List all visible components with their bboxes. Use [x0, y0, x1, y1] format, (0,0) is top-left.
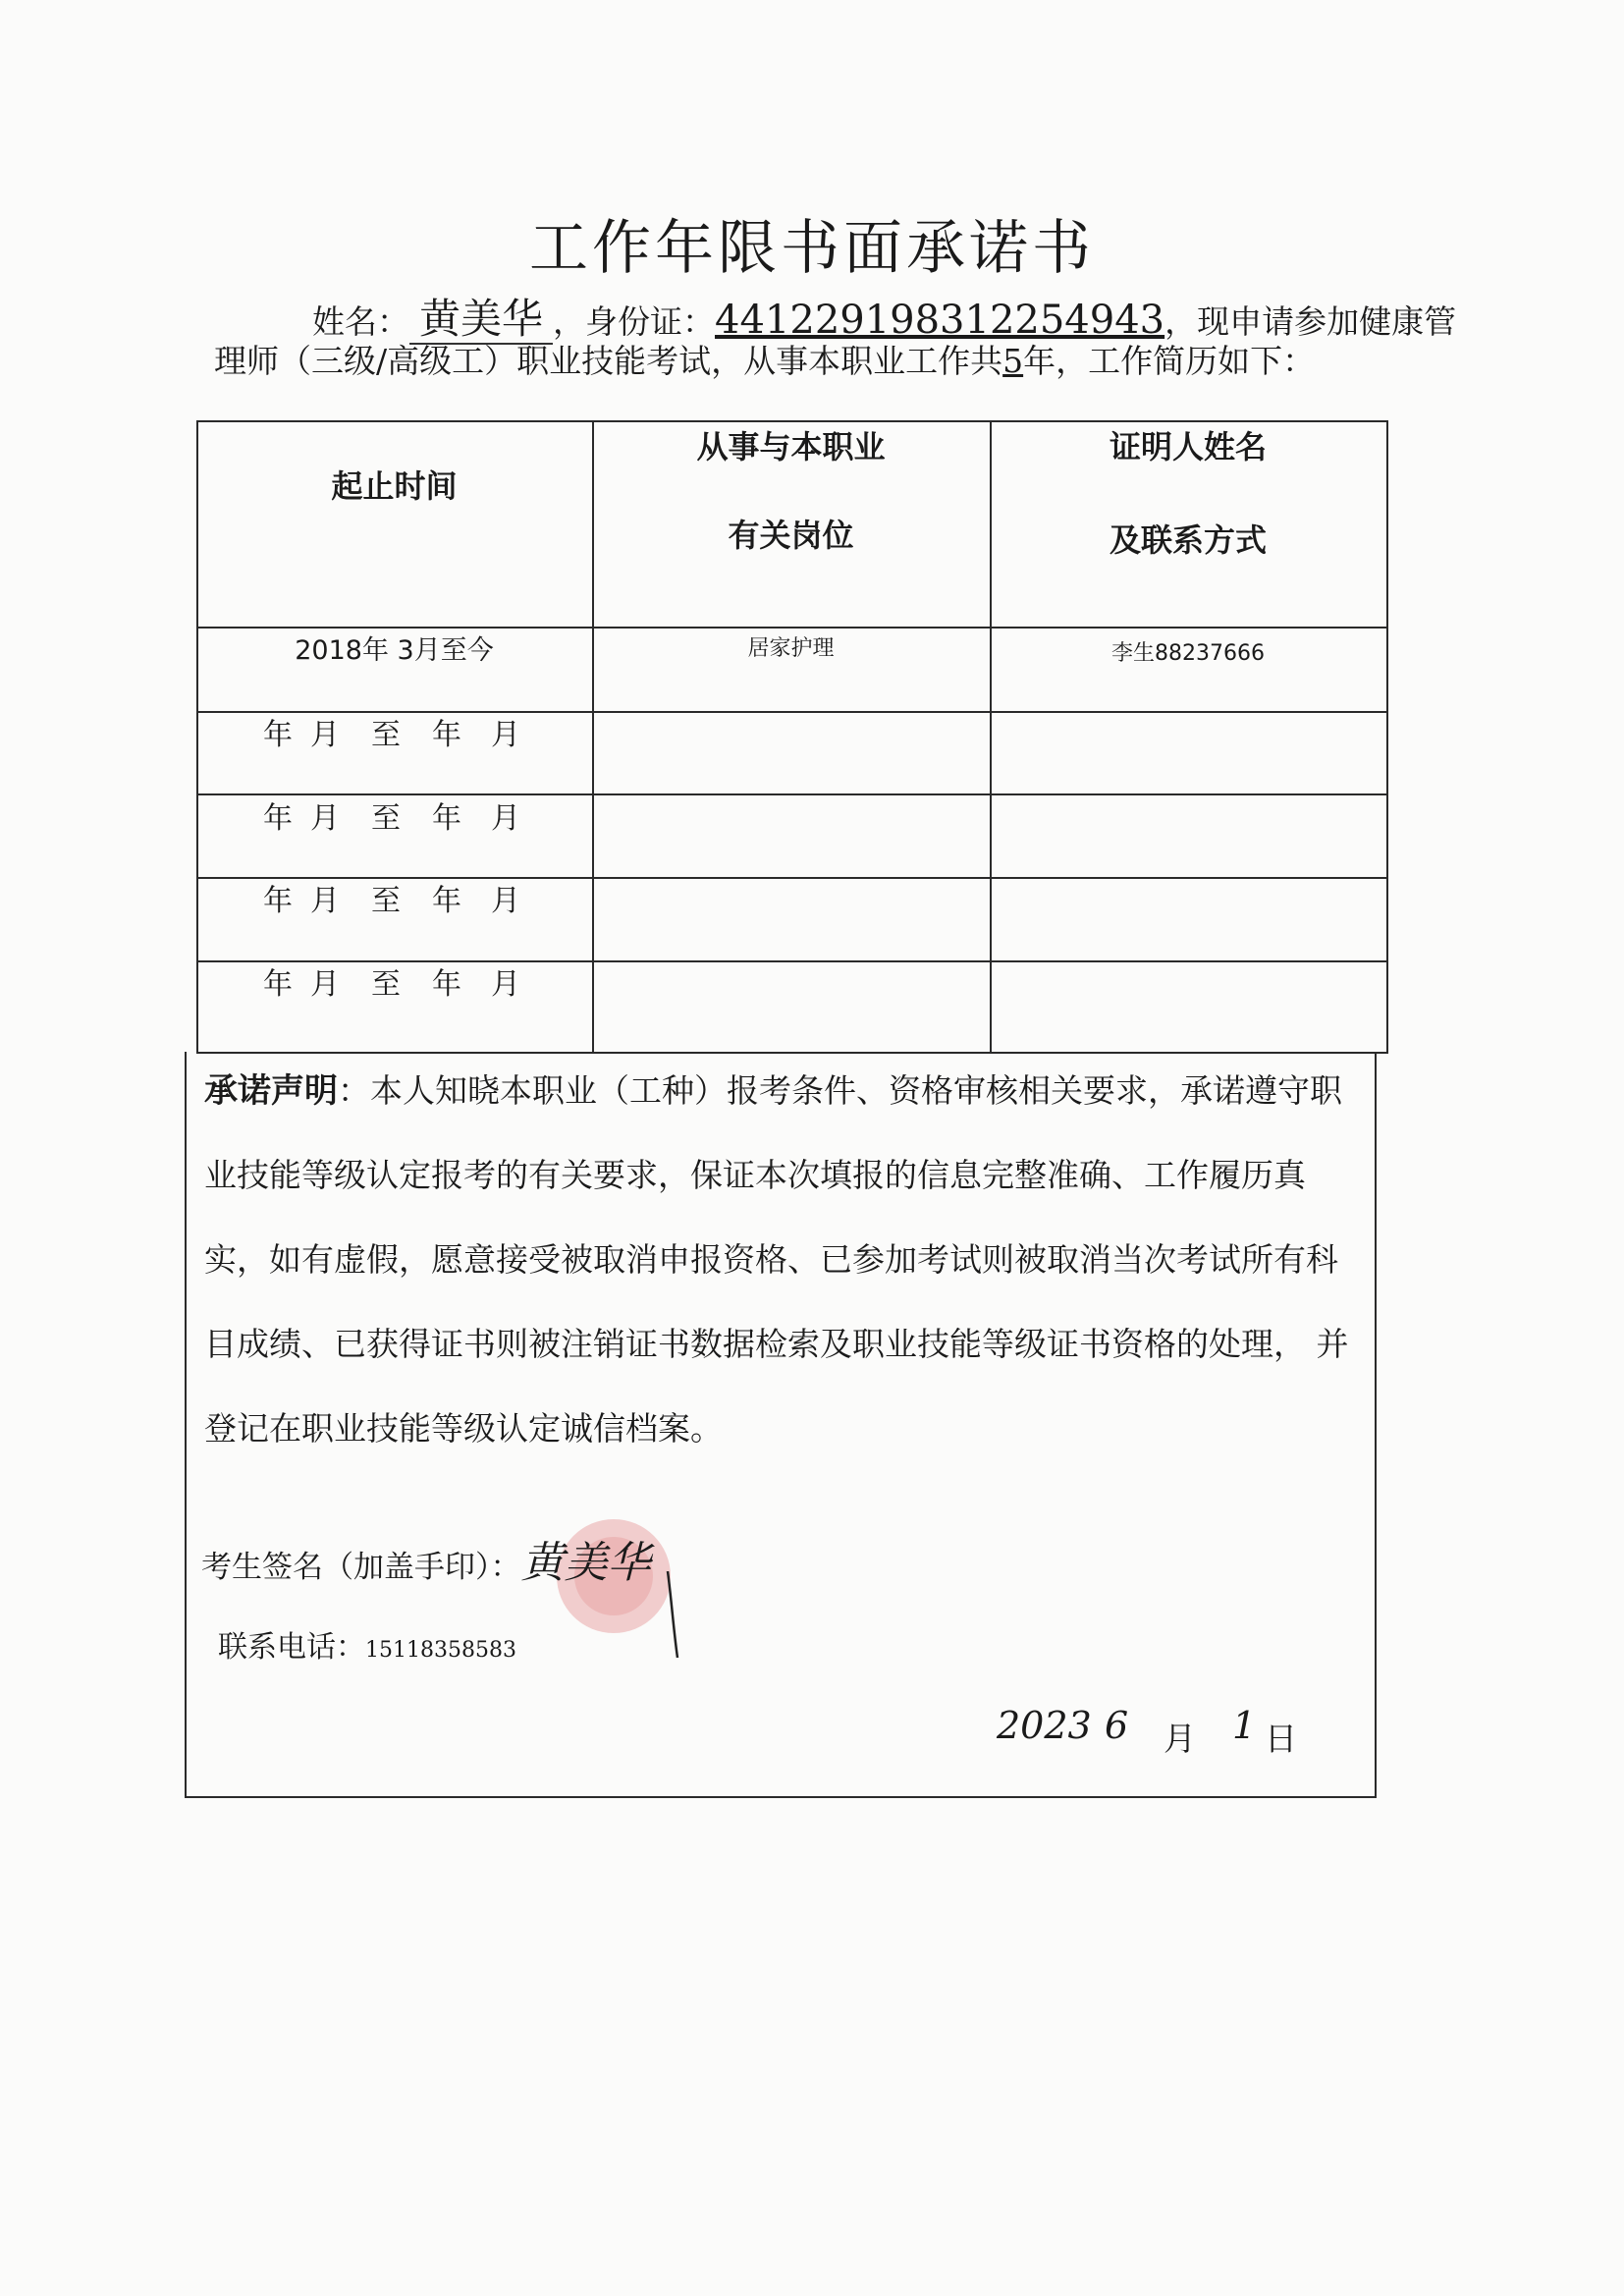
pledge-statement [204, 1049, 1363, 1471]
table-border-left [196, 420, 198, 1054]
year2-label: 年 [432, 967, 461, 1002]
date-month-label: 月 [1164, 1720, 1196, 1758]
year2-label: 年 [432, 801, 461, 836]
year-label: 年 [263, 801, 293, 836]
pledge-border-left [185, 1052, 187, 1798]
signature-stroke-icon [658, 1571, 687, 1660]
to-label: 至 [371, 884, 401, 918]
month2-label: 月 [491, 801, 520, 836]
month2-label: 月 [491, 884, 520, 918]
pledge-border-right [1375, 1052, 1377, 1798]
year-label: 年 [263, 967, 293, 1002]
name-value: 黄美华 [409, 295, 553, 345]
header-period: 起止时间 [331, 467, 458, 505]
intro-line2-pre: 理师（三级/高级工）职业技能考试，从事本职业工作共 [214, 342, 1003, 380]
page-title: 工作年限书面承诺书 [529, 214, 1095, 283]
year-label: 年 [263, 884, 293, 918]
id-value: 441229198312254943 [715, 298, 1165, 343]
signature-row [201, 1527, 651, 1590]
pledge-label: 承诺声明 [204, 1071, 338, 1111]
table-border-right [1386, 420, 1388, 1054]
month2-label: 月 [491, 718, 520, 752]
header-post-l1: 从事与本职业 [696, 428, 886, 465]
header-post-l2: 有关岗位 [728, 517, 854, 554]
month2-label: 月 [491, 967, 520, 1002]
row1-post: 居家护理 [747, 636, 835, 661]
to-label: 至 [371, 967, 401, 1002]
phone-label: 联系电话： [218, 1630, 365, 1665]
name-label: 姓名： [312, 302, 409, 341]
year2-label: 年 [432, 884, 461, 918]
intro-line2-post: 年，工作简历如下： [1023, 342, 1316, 380]
date-year: 2023 [997, 1704, 1092, 1747]
month-label: 月 [310, 718, 340, 752]
row1-period: 2018年 3月至今 [295, 635, 494, 666]
month-label: 月 [310, 967, 340, 1002]
date-day-label: 日 [1265, 1720, 1297, 1758]
intro-line1-rest: ，现申请参加健康管 [1164, 302, 1457, 341]
id-label: ，身份证： [553, 302, 716, 341]
year-label: 年 [263, 718, 293, 752]
year2-label: 年 [432, 718, 461, 752]
intro-line-2 [214, 336, 1315, 382]
years-value: 5 [1002, 342, 1024, 380]
pledge-border-bottom [185, 1796, 1377, 1798]
header-witness-l2: 及联系方式 [1109, 521, 1267, 559]
pledge-text: ：本人知晓本职业（工种）报考条件、资格审核相关要求，承诺遵守职业技能等级认定报考的有关要求，保证本次填报的信息完整准确、工作履历真实，如有虚假，愿意接受被取消申报资格、已参加考试则被取消当次考试所有科目成绩、已获得证书则被注销证书数据检索及职业技能等级证书资格的处理， 并登记在职业技能等级认定诚信档案。 [204, 1071, 1349, 1448]
handwritten-signature: 黄美华 [520, 1538, 651, 1588]
phone-row [218, 1622, 516, 1666]
signature-label: 考生签名（加盖手印）： [201, 1550, 521, 1585]
month-label: 月 [310, 884, 340, 918]
to-label: 至 [371, 718, 401, 752]
date-day-value: 1 [1232, 1704, 1257, 1747]
header-witness-l1: 证明人姓名 [1109, 428, 1267, 465]
date-month-value: 6 [1105, 1704, 1129, 1747]
phone-value: 15118358583 [365, 1638, 516, 1663]
month-label: 月 [310, 801, 340, 836]
to-label: 至 [371, 801, 401, 836]
row1-witness: 李生88237666 [1111, 641, 1265, 666]
